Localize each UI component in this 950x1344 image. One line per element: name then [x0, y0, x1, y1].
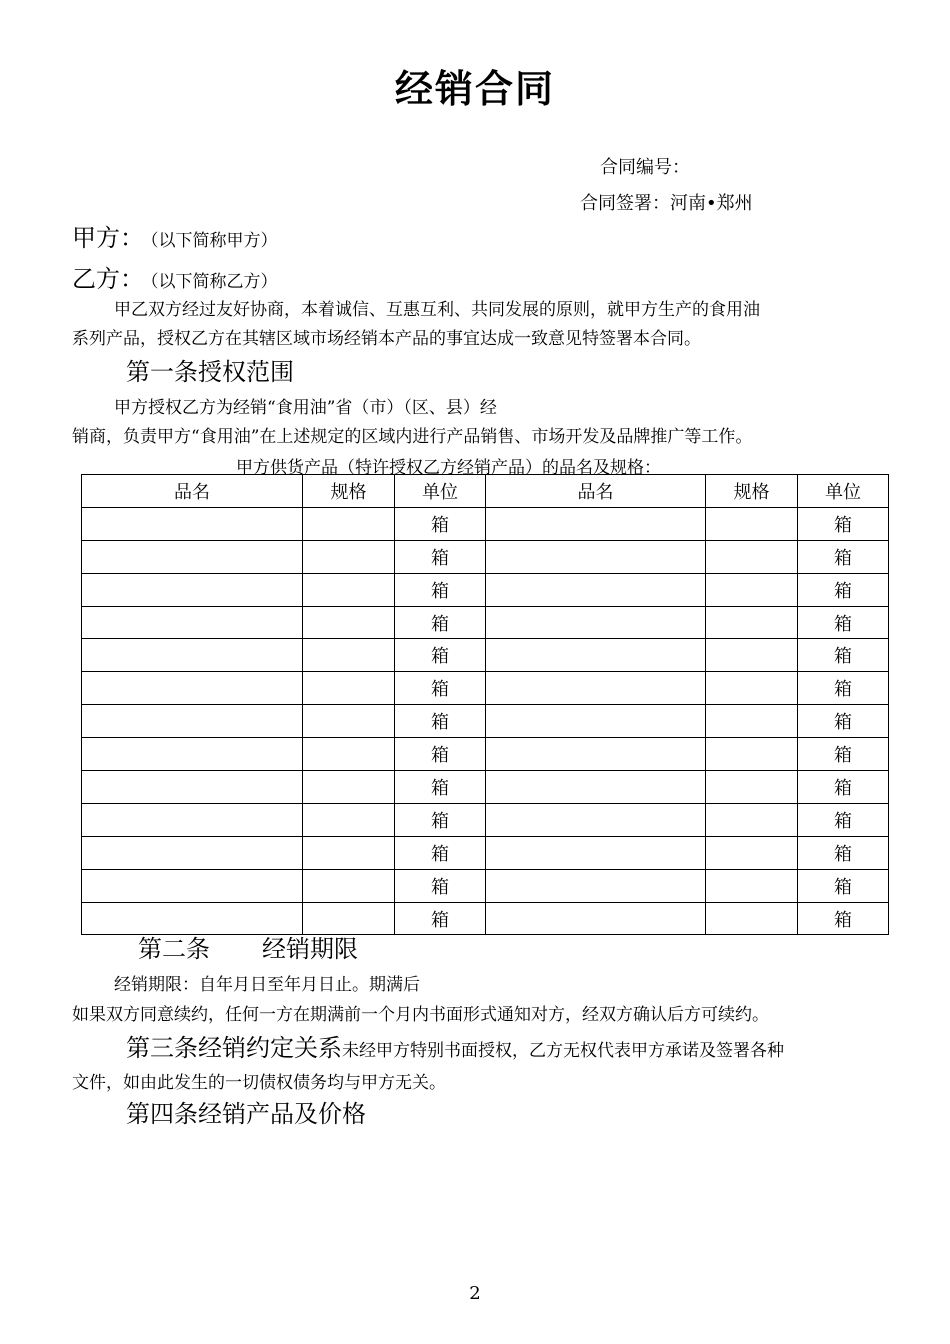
- table-cell: [303, 803, 395, 836]
- table-cell: [303, 836, 395, 869]
- table-row: [82, 606, 889, 639]
- header-product-name: 品名: [486, 475, 706, 508]
- table-cell: [82, 639, 303, 672]
- article-3-heading: 第三条经销约定关系: [126, 1034, 342, 1062]
- table-cell: 箱: [798, 869, 889, 902]
- table-cell: 箱: [395, 836, 486, 869]
- table-cell: 箱: [798, 639, 889, 672]
- article-1-line-1: 甲方授权乙方为经销“食用油”省（市）（区、县）经: [114, 398, 497, 418]
- table-cell: [486, 705, 706, 738]
- table-cell: [82, 606, 303, 639]
- table-cell: [706, 803, 798, 836]
- table-cell: [706, 573, 798, 606]
- table-cell: 箱: [798, 606, 889, 639]
- party-a-note: （以下简称甲方）: [150, 231, 278, 251]
- table-cell: [303, 540, 395, 573]
- table-cell: [706, 507, 798, 540]
- article-1-heading: 第一条授权范围: [126, 358, 294, 386]
- table-cell: [303, 639, 395, 672]
- table-header-row: [82, 475, 889, 508]
- intro-line-2: 系列产品，授权乙方在其辖区域市场经销本产品的事宜达成一致意见特签署本合同。: [72, 329, 701, 349]
- table-cell: [82, 803, 303, 836]
- table-cell: [303, 738, 395, 771]
- table-cell: [82, 738, 303, 771]
- table-cell: 箱: [395, 705, 486, 738]
- article-2-heading: [138, 929, 358, 964]
- table-cell: [82, 771, 303, 804]
- table-cell: 箱: [798, 672, 889, 705]
- table-cell: 箱: [395, 869, 486, 902]
- table-cell: [303, 869, 395, 902]
- table-cell: [82, 705, 303, 738]
- table-cell: 箱: [395, 672, 486, 705]
- article-2-line-2: 如果双方同意续约，任何一方在期满前一个月内书面形式通知对方，经双方确认后方可续约。: [72, 1005, 769, 1025]
- product-table-caption: 甲方供货产品（特许授权乙方经销产品）的品名及规格：: [236, 458, 661, 478]
- table-cell: [706, 738, 798, 771]
- article-3-line-1: [126, 1028, 784, 1063]
- table-cell: 箱: [395, 639, 486, 672]
- table-cell: 箱: [798, 836, 889, 869]
- table-row: [82, 540, 889, 573]
- contract-signing-city: 郑州: [716, 193, 753, 214]
- table-cell: 箱: [395, 573, 486, 606]
- table-cell: [486, 836, 706, 869]
- table-row: [82, 672, 889, 705]
- table-cell: 箱: [395, 738, 486, 771]
- contract-signing-province: 河南: [670, 193, 706, 214]
- header-product-name: 品名: [82, 475, 303, 508]
- table-cell: [706, 672, 798, 705]
- table-cell: [486, 738, 706, 771]
- table-cell: [706, 836, 798, 869]
- table-cell: 箱: [395, 540, 486, 573]
- table-cell: [486, 672, 706, 705]
- table-cell: [303, 507, 395, 540]
- table-cell: [706, 771, 798, 804]
- table-cell: 箱: [395, 771, 486, 804]
- table-cell: [706, 705, 798, 738]
- table-cell: [486, 507, 706, 540]
- table-cell: [82, 836, 303, 869]
- table-cell: [82, 540, 303, 573]
- party-a-line: [72, 218, 278, 253]
- page-number: 2: [469, 1283, 481, 1304]
- intro-line-1: 甲乙双方经过友好协商，本着诚信、互惠互利、共同发展的原则，就甲方生产的食用油: [114, 300, 760, 320]
- party-b-note: （以下简称乙方）: [150, 272, 278, 292]
- table-row: [82, 573, 889, 606]
- contract-signing-label: 合同签署：: [580, 193, 670, 214]
- table-row: [82, 836, 889, 869]
- table-cell: [486, 771, 706, 804]
- table-row: [82, 639, 889, 672]
- table-row: [82, 705, 889, 738]
- article-2-heading-number: 第二条: [138, 935, 210, 963]
- table-cell: [486, 606, 706, 639]
- table-cell: 箱: [798, 902, 889, 935]
- party-b-line: [72, 259, 278, 294]
- party-b-label: 乙方：: [72, 265, 144, 293]
- table-cell: [82, 672, 303, 705]
- table-cell: [303, 672, 395, 705]
- article-2-line-1: 经销期限：自年月日至年月日止。期满后: [114, 975, 420, 995]
- document-title: 经销合同: [394, 67, 555, 111]
- party-a-label: 甲方：: [72, 224, 144, 252]
- table-row: [82, 771, 889, 804]
- table-cell: [303, 771, 395, 804]
- table-cell: [706, 540, 798, 573]
- table-cell: [706, 902, 798, 935]
- table-cell: [486, 869, 706, 902]
- table-cell: 箱: [798, 507, 889, 540]
- header-unit: 单位: [395, 475, 486, 508]
- article-3-inline-text: 未经甲方特别书面授权，乙方无权代表甲方承诺及签署各种: [342, 1041, 784, 1061]
- table-row: [82, 738, 889, 771]
- table-cell: 箱: [798, 705, 889, 738]
- table-cell: 箱: [798, 771, 889, 804]
- table-cell: [82, 507, 303, 540]
- table-cell: 箱: [395, 606, 486, 639]
- table-row: [82, 803, 889, 836]
- contract-number-label: 合同编号：: [600, 157, 690, 178]
- table-cell: [303, 606, 395, 639]
- table-cell: [706, 639, 798, 672]
- table-cell: [486, 540, 706, 573]
- table-cell: [303, 573, 395, 606]
- table-cell: 箱: [798, 573, 889, 606]
- product-table: [81, 474, 889, 935]
- contract-signing-line: [580, 189, 753, 215]
- table-cell: 箱: [395, 803, 486, 836]
- header-spec: 规格: [706, 475, 798, 508]
- article-4-heading: 第四条经销产品及价格: [126, 1100, 366, 1128]
- table-cell: [706, 869, 798, 902]
- table-cell: [486, 639, 706, 672]
- table-cell: [82, 869, 303, 902]
- article-1-line-2: 销商，负责甲方“食用油”在上述规定的区域内进行产品销售、市场开发及品牌推广等工作。: [72, 427, 753, 447]
- contract-signing-dot: •: [706, 193, 717, 214]
- table-cell: [82, 573, 303, 606]
- article-2-heading-title: 经销期限: [262, 935, 358, 963]
- table-cell: 箱: [395, 507, 486, 540]
- table-cell: [303, 705, 395, 738]
- article-3-line-2: 文件，如由此发生的一切债权债务均与甲方无关。: [72, 1073, 446, 1093]
- table-cell: [706, 606, 798, 639]
- table-cell: 箱: [798, 803, 889, 836]
- table-cell: [486, 803, 706, 836]
- table-cell: 箱: [798, 540, 889, 573]
- table-cell: 箱: [395, 902, 486, 935]
- table-row: [82, 869, 889, 902]
- table-row: [82, 507, 889, 540]
- header-spec: 规格: [303, 475, 395, 508]
- table-cell: [486, 902, 706, 935]
- header-unit: 单位: [798, 475, 889, 508]
- table-cell: 箱: [798, 738, 889, 771]
- table-cell: [486, 573, 706, 606]
